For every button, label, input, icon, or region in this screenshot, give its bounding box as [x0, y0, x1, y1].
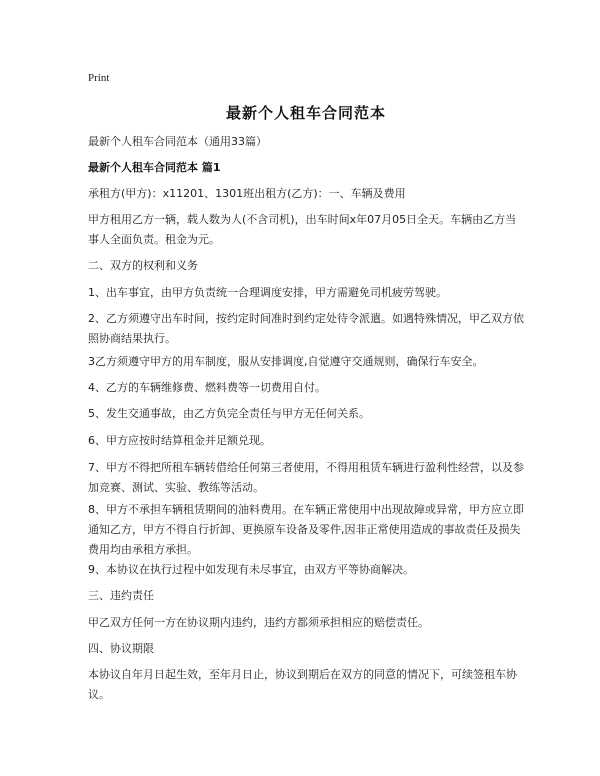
paragraph: 4、乙方的车辆维修费、燃料费等一切费用自付。	[88, 381, 326, 394]
paragraph: 本协议自年月日起生效，至年月日止，协议到期后在双方的同意的情况下，可续签租车协议。	[88, 668, 517, 701]
paragraph: 甲方租用乙方一辆，载人数为人(不含司机)，出车时间x年07月05日全天。车辆由乙方当事人全面负责。租金为元。	[88, 213, 517, 246]
paragraph: 2、乙方须遵守出车时间，按约定时间准时到约定处待令派遣。如遇特殊情况，甲乙双方依照协商结果执行。	[88, 312, 524, 345]
paragraph: 四、协议期限	[88, 642, 154, 655]
paragraph: 9、本协议在执行过程中如发现有未尽事宜，由双方平等协商解决。	[88, 563, 414, 576]
paragraph: 5、发生交通事故，由乙方负完全责任与甲方无任何关系。	[88, 407, 370, 420]
section-heading: 最新个人租车合同范本 篇1	[88, 161, 221, 174]
paragraph: 1、出车事宜，由甲方负责统一合理调度安排，甲方需避免司机疲劳驾驶。	[88, 286, 447, 299]
paragraph: 二、双方的权利和义务	[88, 259, 198, 272]
document-subtitle: 最新个人租车合同范本（通用33篇）	[88, 135, 267, 148]
paragraph: 三、违约责任	[88, 589, 154, 602]
document-title: 最新个人租车合同范本	[225, 104, 386, 122]
paragraph: 8、甲方不承担车辆租赁期间的油料费用。在车辆正常使用中出现故障或异常，甲方应立即通知乙方，甲方不得自行折卸、更换原车设备及零件,因非正常使用造成的事故责任及损失费用均由承租方承担。	[88, 503, 524, 556]
paragraph: 6、甲方应按时结算租金并足额兑现。	[88, 434, 271, 447]
print-label: Print	[88, 72, 110, 84]
paragraph: 甲乙双方任何一方在协议期内违约，违约方都须承担相应的赔偿责任。	[88, 616, 429, 629]
paragraph: 7、甲方不得把所租车辆转借给任何第三者使用，不得用租赁车辆进行盈利性经营，以及参加竞赛、测试、实验、教练等活动。	[88, 461, 524, 494]
paragraph: 3乙方须遵守甲方的用车制度，服从安排调度,自觉遵守交通规则，确保行车安全。	[88, 355, 484, 368]
paragraph: 承租方(甲方)：x11201、1301班出租方(乙方)：一、车辆及费用	[88, 187, 406, 200]
